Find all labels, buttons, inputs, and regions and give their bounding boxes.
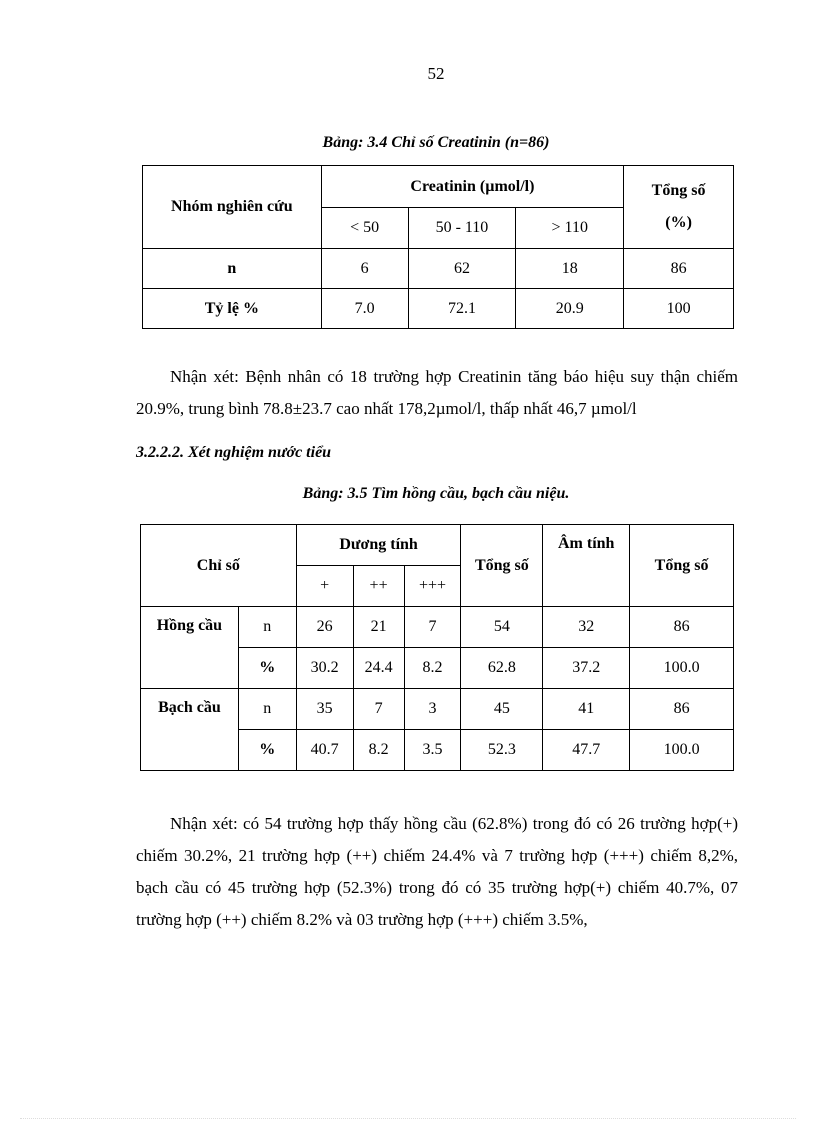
row-label: n	[238, 607, 296, 648]
header-total-unit: (%)	[665, 214, 692, 231]
cell: 62.8	[461, 648, 543, 689]
remark-urine	[136, 808, 738, 936]
cell: 7	[353, 689, 404, 730]
row-label: %	[238, 648, 296, 689]
cell: 7.0	[321, 289, 408, 329]
cell: 37.2	[543, 648, 630, 689]
cell: 86	[630, 607, 734, 648]
row-label: n	[143, 249, 322, 289]
cell: 45	[461, 689, 543, 730]
subheader-50-110: 50 - 110	[408, 208, 516, 249]
cell: 3	[404, 689, 461, 730]
cell: 86	[630, 689, 734, 730]
header-study-group: Nhóm nghiên cứu	[143, 166, 322, 249]
cell: 7	[404, 607, 461, 648]
cell: 100.0	[630, 730, 734, 771]
header-creatinin: Creatinin (µmol/l)	[321, 166, 623, 208]
table-row	[143, 249, 734, 289]
header-total-2: Tổng số	[630, 525, 734, 607]
cell: 86	[624, 249, 734, 289]
header-total: Tổng số	[461, 525, 543, 607]
row-label: %	[238, 730, 296, 771]
header-total-percent	[624, 166, 734, 249]
cell: 8.2	[353, 730, 404, 771]
cell: 3.5	[404, 730, 461, 771]
cell: 21	[353, 607, 404, 648]
group-red-cells: Hồng cầu	[141, 607, 239, 689]
cell: 18	[516, 249, 624, 289]
cell: 6	[321, 249, 408, 289]
subheader-plus-plus: ++	[353, 566, 404, 607]
cell: 26	[296, 607, 353, 648]
header-negative: Âm tính	[543, 525, 630, 607]
cell: 32	[543, 607, 630, 648]
table-row	[143, 289, 734, 329]
urine-test-table	[140, 524, 734, 771]
table-3-5-caption: Bảng: 3.5 Tìm hồng cầu, bạch cầu niệu.	[302, 485, 570, 502]
cell: 72.1	[408, 289, 516, 329]
remark-creatinin	[136, 361, 738, 425]
cell: 100	[624, 289, 734, 329]
header-index: Chỉ số	[141, 525, 297, 607]
cell: 8.2	[404, 648, 461, 689]
row-label: Tỷ lệ %	[143, 289, 322, 329]
cell: 35	[296, 689, 353, 730]
header-total-label: Tổng số	[651, 182, 706, 199]
table-row	[141, 607, 734, 648]
subheader-gt-110: > 110	[516, 208, 624, 249]
cell: 30.2	[296, 648, 353, 689]
subheader-lt-50: < 50	[321, 208, 408, 249]
cell: 52.3	[461, 730, 543, 771]
subheader-plus: +	[296, 566, 353, 607]
cell: 100.0	[630, 648, 734, 689]
cell: 20.9	[516, 289, 624, 329]
page-bottom-divider	[20, 1118, 796, 1119]
subheader-plus-plus-plus: +++	[404, 566, 461, 607]
remark-text: Nhận xét: có 54 trường hợp thấy hồng cầu (62.8%) trong đó có 26 trường hợp(+) chiếm 30.2%, 21 trường hợp (++) chiếm 24.4% và 7 trường hợp (+++) chiếm 8,2%, bạch cầu có 45 trường hợp (52.3%) trong đó có 35 trường hợp(+) chiếm 40.7%, 07 trường hợp (++) chiếm 8.2% và 03 trường hợp (+++) chiếm 3.5%,	[136, 814, 738, 929]
remark-text: Nhận xét: Bệnh nhân có 18 trường hợp Creatinin tăng báo hiệu suy thận chiếm 20.9%, trung bình 78.8±23.7 cao nhất 178,2µmol/l, thấp nhất 46,7 µmol/l	[136, 367, 738, 418]
cell: 40.7	[296, 730, 353, 771]
cell: 47.7	[543, 730, 630, 771]
table-3-4-caption: Bảng: 3.4 Chỉ số Creatinin (n=86)	[322, 134, 550, 151]
header-positive: Dương tính	[296, 525, 461, 566]
cell: 54	[461, 607, 543, 648]
section-heading: 3.2.2.2. Xét nghiệm nước tiểu	[136, 444, 332, 461]
row-label: n	[238, 689, 296, 730]
cell: 24.4	[353, 648, 404, 689]
group-white-cells: Bạch cầu	[141, 689, 239, 771]
table-row	[141, 689, 734, 730]
creatinin-table	[142, 165, 734, 329]
page-number: 52	[427, 64, 445, 83]
cell: 41	[543, 689, 630, 730]
cell: 62	[408, 249, 516, 289]
